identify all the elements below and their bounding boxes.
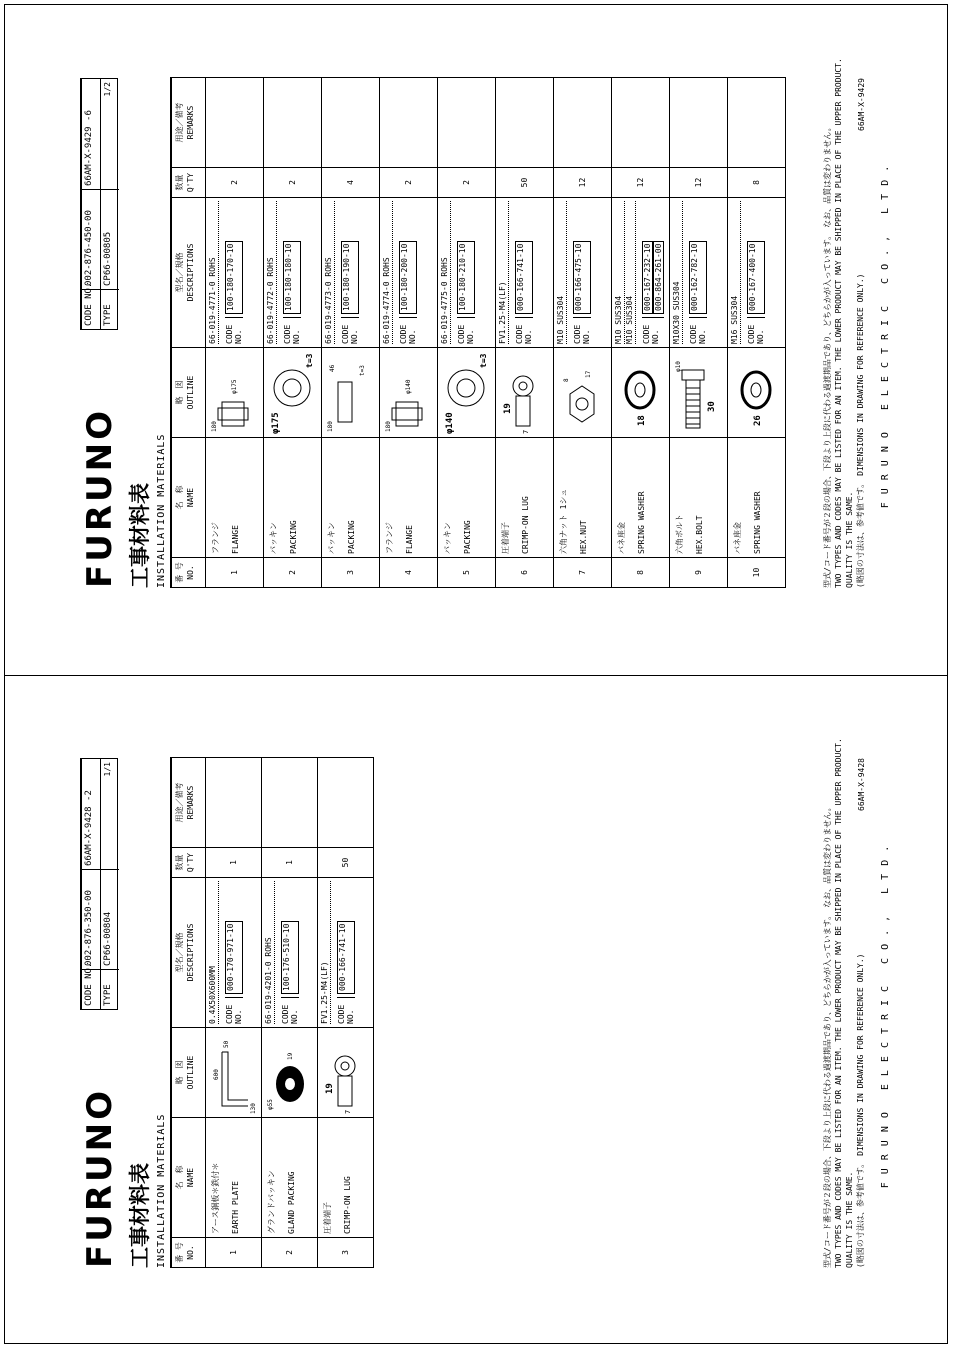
- col-qty: 数量 Q'TY: [171, 848, 205, 878]
- row-name: 六角ナット 1シュ HEX.NUT: [553, 438, 611, 558]
- table-row: [669, 78, 727, 588]
- title-en: INSTALLATION MATERIALS: [156, 1113, 167, 1268]
- code-no: 002-876-450-00: [82, 189, 100, 289]
- row-qty: 8: [727, 168, 785, 198]
- code-no-label: CODE NO.: [82, 289, 100, 329]
- svg-text:46: 46: [328, 364, 336, 372]
- row-no: 1: [205, 1238, 261, 1268]
- row-name: パッキン PACKING: [263, 438, 321, 558]
- col-descriptions: 型名／規格 DESCRIPTIONS: [171, 878, 205, 1028]
- table-header-row: [171, 758, 205, 1268]
- note-en-2: QUALITY IS THE SAME.: [845, 1171, 854, 1268]
- col-no: 番 号 NO.: [171, 1238, 205, 1268]
- col-no: 番 号 NO.: [171, 558, 205, 588]
- packing-strip-drawing: [321, 348, 379, 438]
- code-no: 002-876-350-00: [82, 869, 100, 969]
- title-jp: 工事材料表: [128, 483, 152, 588]
- notes: [822, 738, 891, 1268]
- svg-text:t=3: t=3: [358, 365, 366, 376]
- row-remarks: [205, 78, 263, 168]
- row-name: バネ座金 SPRING WASHER: [727, 438, 785, 558]
- crimp-lug-drawing: [495, 348, 553, 438]
- svg-text:φ10: φ10: [674, 361, 682, 372]
- note-jp: 型式/コード番号が２段の場合、下段より上段に代わる過渡期品であり、どちらかが入っています。 なお、品質は変わりません。: [823, 803, 832, 1268]
- row-description: 66-019-4772-0 ROHS CODE NO. 100-180-180-10: [263, 198, 321, 348]
- row-remarks: [727, 78, 785, 168]
- svg-text:26: 26: [752, 415, 763, 426]
- row-remarks: [261, 758, 317, 848]
- table-row: [263, 78, 321, 588]
- note-dimensions: (略図の寸法は、参考値です。 DIMENSIONS IN DRAWING FOR REFERENCE ONLY.): [856, 953, 865, 1268]
- company-name: FURUNO ELECTRIC CO., LTD.: [880, 157, 891, 509]
- packing-drawing: [437, 348, 495, 438]
- row-name: パッキン PACKING: [321, 438, 379, 558]
- col-remarks: 用途／備考 REMARKS: [171, 758, 205, 848]
- packing-drawing: [263, 348, 321, 438]
- type-value: CP66-00805: [101, 189, 119, 289]
- row-name: フランジ FLANGE: [379, 438, 437, 558]
- table-row: [321, 78, 379, 588]
- page-number: 1/1: [103, 762, 112, 777]
- row-qty: 12: [553, 168, 611, 198]
- col-outline: 略 図 OUTLINE: [171, 348, 205, 438]
- row-name: 六角ボルト HEX.BOLT: [669, 438, 727, 558]
- svg-text:30: 30: [706, 401, 717, 412]
- sheet-9429: [80, 58, 900, 588]
- svg-text:φ140: φ140: [444, 412, 455, 434]
- svg-text:φ175: φ175: [230, 379, 238, 394]
- gland-packing-drawing: [261, 1028, 317, 1118]
- svg-text:180: 180: [210, 421, 218, 432]
- table-header-row: [171, 78, 205, 588]
- doc-ref: 66AM-X-9428: [857, 758, 866, 811]
- page-divider: [4, 675, 948, 676]
- row-description: M10 SUS304 M10 SUS304 CODE NO. 000-167-232-10 000-864-261-00: [611, 198, 669, 348]
- svg-text:18: 18: [636, 415, 647, 426]
- crimp-lug-drawing: [317, 1028, 373, 1118]
- row-no: 6: [495, 558, 553, 588]
- row-remarks: [495, 78, 553, 168]
- svg-text:180: 180: [326, 421, 334, 432]
- note-en-1: TWO TYPES AND CODES MAY BE LISTED FOR AN ITEM. THE LOWER PRODUCT MAY BE SHIPPED IN PLACE OF THE UPPER PRODUCT.: [834, 58, 843, 588]
- svg-text:130: 130: [249, 1103, 257, 1114]
- row-name: 圧着端子 CRIMP-ON LUG: [317, 1118, 373, 1238]
- code-box: [80, 758, 118, 1010]
- table-row: [727, 78, 785, 588]
- col-name: 名 称 NAME: [171, 438, 205, 558]
- row-qty: 1: [261, 848, 317, 878]
- table-row: [205, 758, 261, 1268]
- flange-drawing: [205, 348, 263, 438]
- company-name: FURUNO ELECTRIC CO., LTD.: [880, 837, 891, 1189]
- row-qty: 12: [669, 168, 727, 198]
- svg-text:600: 600: [212, 1069, 220, 1080]
- svg-text:7: 7: [521, 429, 530, 434]
- col-name: 名 称 NAME: [171, 1118, 205, 1238]
- notes: [822, 58, 891, 588]
- row-name: フランジ FLANGE: [205, 438, 263, 558]
- svg-text:t=3: t=3: [304, 353, 314, 368]
- title-en: INSTALLATION MATERIALS: [156, 433, 167, 588]
- row-no: 4: [379, 558, 437, 588]
- note-jp: 型式/コード番号が２段の場合、下段より上段に代わる過渡期品であり、どちらかが入っています。 なお、品質は変わりません。: [823, 123, 832, 588]
- table-row: [611, 78, 669, 588]
- row-no: 2: [263, 558, 321, 588]
- row-remarks: [553, 78, 611, 168]
- row-no: 3: [317, 1238, 373, 1268]
- note-dimensions: (略図の寸法は、参考値です。 DIMENSIONS IN DRAWING FOR REFERENCE ONLY.): [856, 273, 865, 588]
- row-qty: 50: [317, 848, 373, 878]
- furuno-logo: FURUNO: [80, 408, 120, 588]
- row-description: 0.4X50X600MM CODE NO. 000-170-971-10: [205, 878, 261, 1028]
- doc-no: 66AM-X-9428 -2: [84, 790, 94, 866]
- col-descriptions: 型名／規格 DESCRIPTIONS: [171, 198, 205, 348]
- svg-text:19: 19: [502, 403, 513, 414]
- row-description: M10 SUS304 CODE NO. 000-166-475-10: [553, 198, 611, 348]
- title-jp: 工事材料表: [128, 1163, 152, 1268]
- svg-text:19: 19: [286, 1052, 294, 1060]
- code-box: [80, 78, 118, 330]
- page-number: 1/2: [103, 82, 112, 97]
- table-body: [205, 78, 785, 588]
- row-qty: 2: [437, 168, 495, 198]
- row-no: 7: [553, 558, 611, 588]
- row-no: 10: [727, 558, 785, 588]
- row-qty: 2: [205, 168, 263, 198]
- materials-table: [170, 757, 374, 1268]
- row-remarks: [205, 758, 261, 848]
- sheet-9428: [80, 738, 900, 1268]
- doc-no: 66AM-X-9429 -6: [84, 110, 94, 186]
- row-no: 3: [321, 558, 379, 588]
- flange-drawing: [379, 348, 437, 438]
- spring-washer-drawing: [727, 348, 785, 438]
- row-remarks: [669, 78, 727, 168]
- svg-text:17: 17: [584, 370, 592, 378]
- svg-text:7: 7: [343, 1109, 352, 1114]
- row-qty: 1: [205, 848, 261, 878]
- svg-text:8: 8: [562, 378, 570, 382]
- note-en-2: QUALITY IS THE SAME.: [845, 491, 854, 588]
- row-remarks: [437, 78, 495, 168]
- type-label: TYPE: [101, 969, 119, 1009]
- row-qty: 2: [379, 168, 437, 198]
- note-en-1: TWO TYPES AND CODES MAY BE LISTED FOR AN ITEM. THE LOWER PRODUCT MAY BE SHIPPED IN PLACE OF THE UPPER PRODUCT.: [834, 738, 843, 1268]
- table-body: [205, 758, 373, 1268]
- row-description: M10X30 SUS304 CODE NO. 000-162-782-10: [669, 198, 727, 348]
- table-row: [317, 758, 373, 1268]
- row-no: 2: [261, 1238, 317, 1268]
- row-name: アース銅板＊鉄付＊ EARTH PLATE: [205, 1118, 261, 1238]
- row-description: M16 SUS304 CODE NO. 000-167-400-10: [727, 198, 785, 348]
- row-remarks: [263, 78, 321, 168]
- row-no: 8: [611, 558, 669, 588]
- col-qty: 数量 Q'TY: [171, 168, 205, 198]
- row-description: 66-019-4773-0 ROHS CODE NO. 100-180-190-10: [321, 198, 379, 348]
- doc-ref: 66AM-X-9429: [857, 78, 866, 131]
- row-no: 1: [205, 558, 263, 588]
- table-row: [553, 78, 611, 588]
- row-name: グランドパッキン GLAND PACKING: [261, 1118, 317, 1238]
- row-remarks: [379, 78, 437, 168]
- row-qty: 50: [495, 168, 553, 198]
- svg-text:t=3: t=3: [478, 353, 488, 368]
- row-qty: 2: [263, 168, 321, 198]
- row-remarks: [317, 758, 373, 848]
- table-row: [495, 78, 553, 588]
- row-description: FV1.25-M4(LF) CODE NO. 000-166-741-10: [317, 878, 373, 1028]
- row-qty: 4: [321, 168, 379, 198]
- row-no: 5: [437, 558, 495, 588]
- row-name: 圧着端子 CRIMP-ON LUG: [495, 438, 553, 558]
- table-row: [261, 758, 317, 1268]
- row-description: 66-019-4774-0 ROHS CODE NO. 100-180-200-10: [379, 198, 437, 348]
- earth-plate-drawing: [205, 1028, 261, 1118]
- code-no-label: CODE NO.: [82, 969, 100, 1009]
- row-name: バネ座金 SPRING WASHER: [611, 438, 669, 558]
- furuno-logo: FURUNO: [80, 1088, 120, 1268]
- row-description: FV1.25-M4(LF) CODE NO. 000-166-741-10: [495, 198, 553, 348]
- row-remarks: [321, 78, 379, 168]
- col-outline: 略 図 OUTLINE: [171, 1028, 205, 1118]
- spring-washer-drawing: [611, 348, 669, 438]
- table-row: [205, 78, 263, 588]
- hex-bolt-drawing: [669, 348, 727, 438]
- row-remarks: [611, 78, 669, 168]
- svg-text:φ175: φ175: [270, 412, 281, 434]
- svg-text:φ140: φ140: [404, 379, 412, 394]
- col-remarks: 用途／備考 REMARKS: [171, 78, 205, 168]
- row-description: 66-019-4771-0 ROHS CODE NO. 100-180-170-10: [205, 198, 263, 348]
- type-value: CP66-00804: [101, 869, 119, 969]
- hex-nut-drawing: [553, 348, 611, 438]
- svg-text:50: 50: [222, 1040, 230, 1048]
- row-name: パッキン PACKING: [437, 438, 495, 558]
- svg-text:19: 19: [324, 1083, 335, 1094]
- table-row: [437, 78, 495, 588]
- row-no: 9: [669, 558, 727, 588]
- materials-table: [170, 77, 786, 588]
- row-description: 66-019-4201-0 ROHS CODE NO. 100-176-510-10: [261, 878, 317, 1028]
- svg-text:180: 180: [384, 421, 392, 432]
- svg-text:φ55: φ55: [266, 1099, 274, 1110]
- type-label: TYPE: [101, 289, 119, 329]
- row-qty: 12: [611, 168, 669, 198]
- table-row: [379, 78, 437, 588]
- row-description: 66-019-4775-0 ROHS CODE NO. 100-180-210-10: [437, 198, 495, 348]
